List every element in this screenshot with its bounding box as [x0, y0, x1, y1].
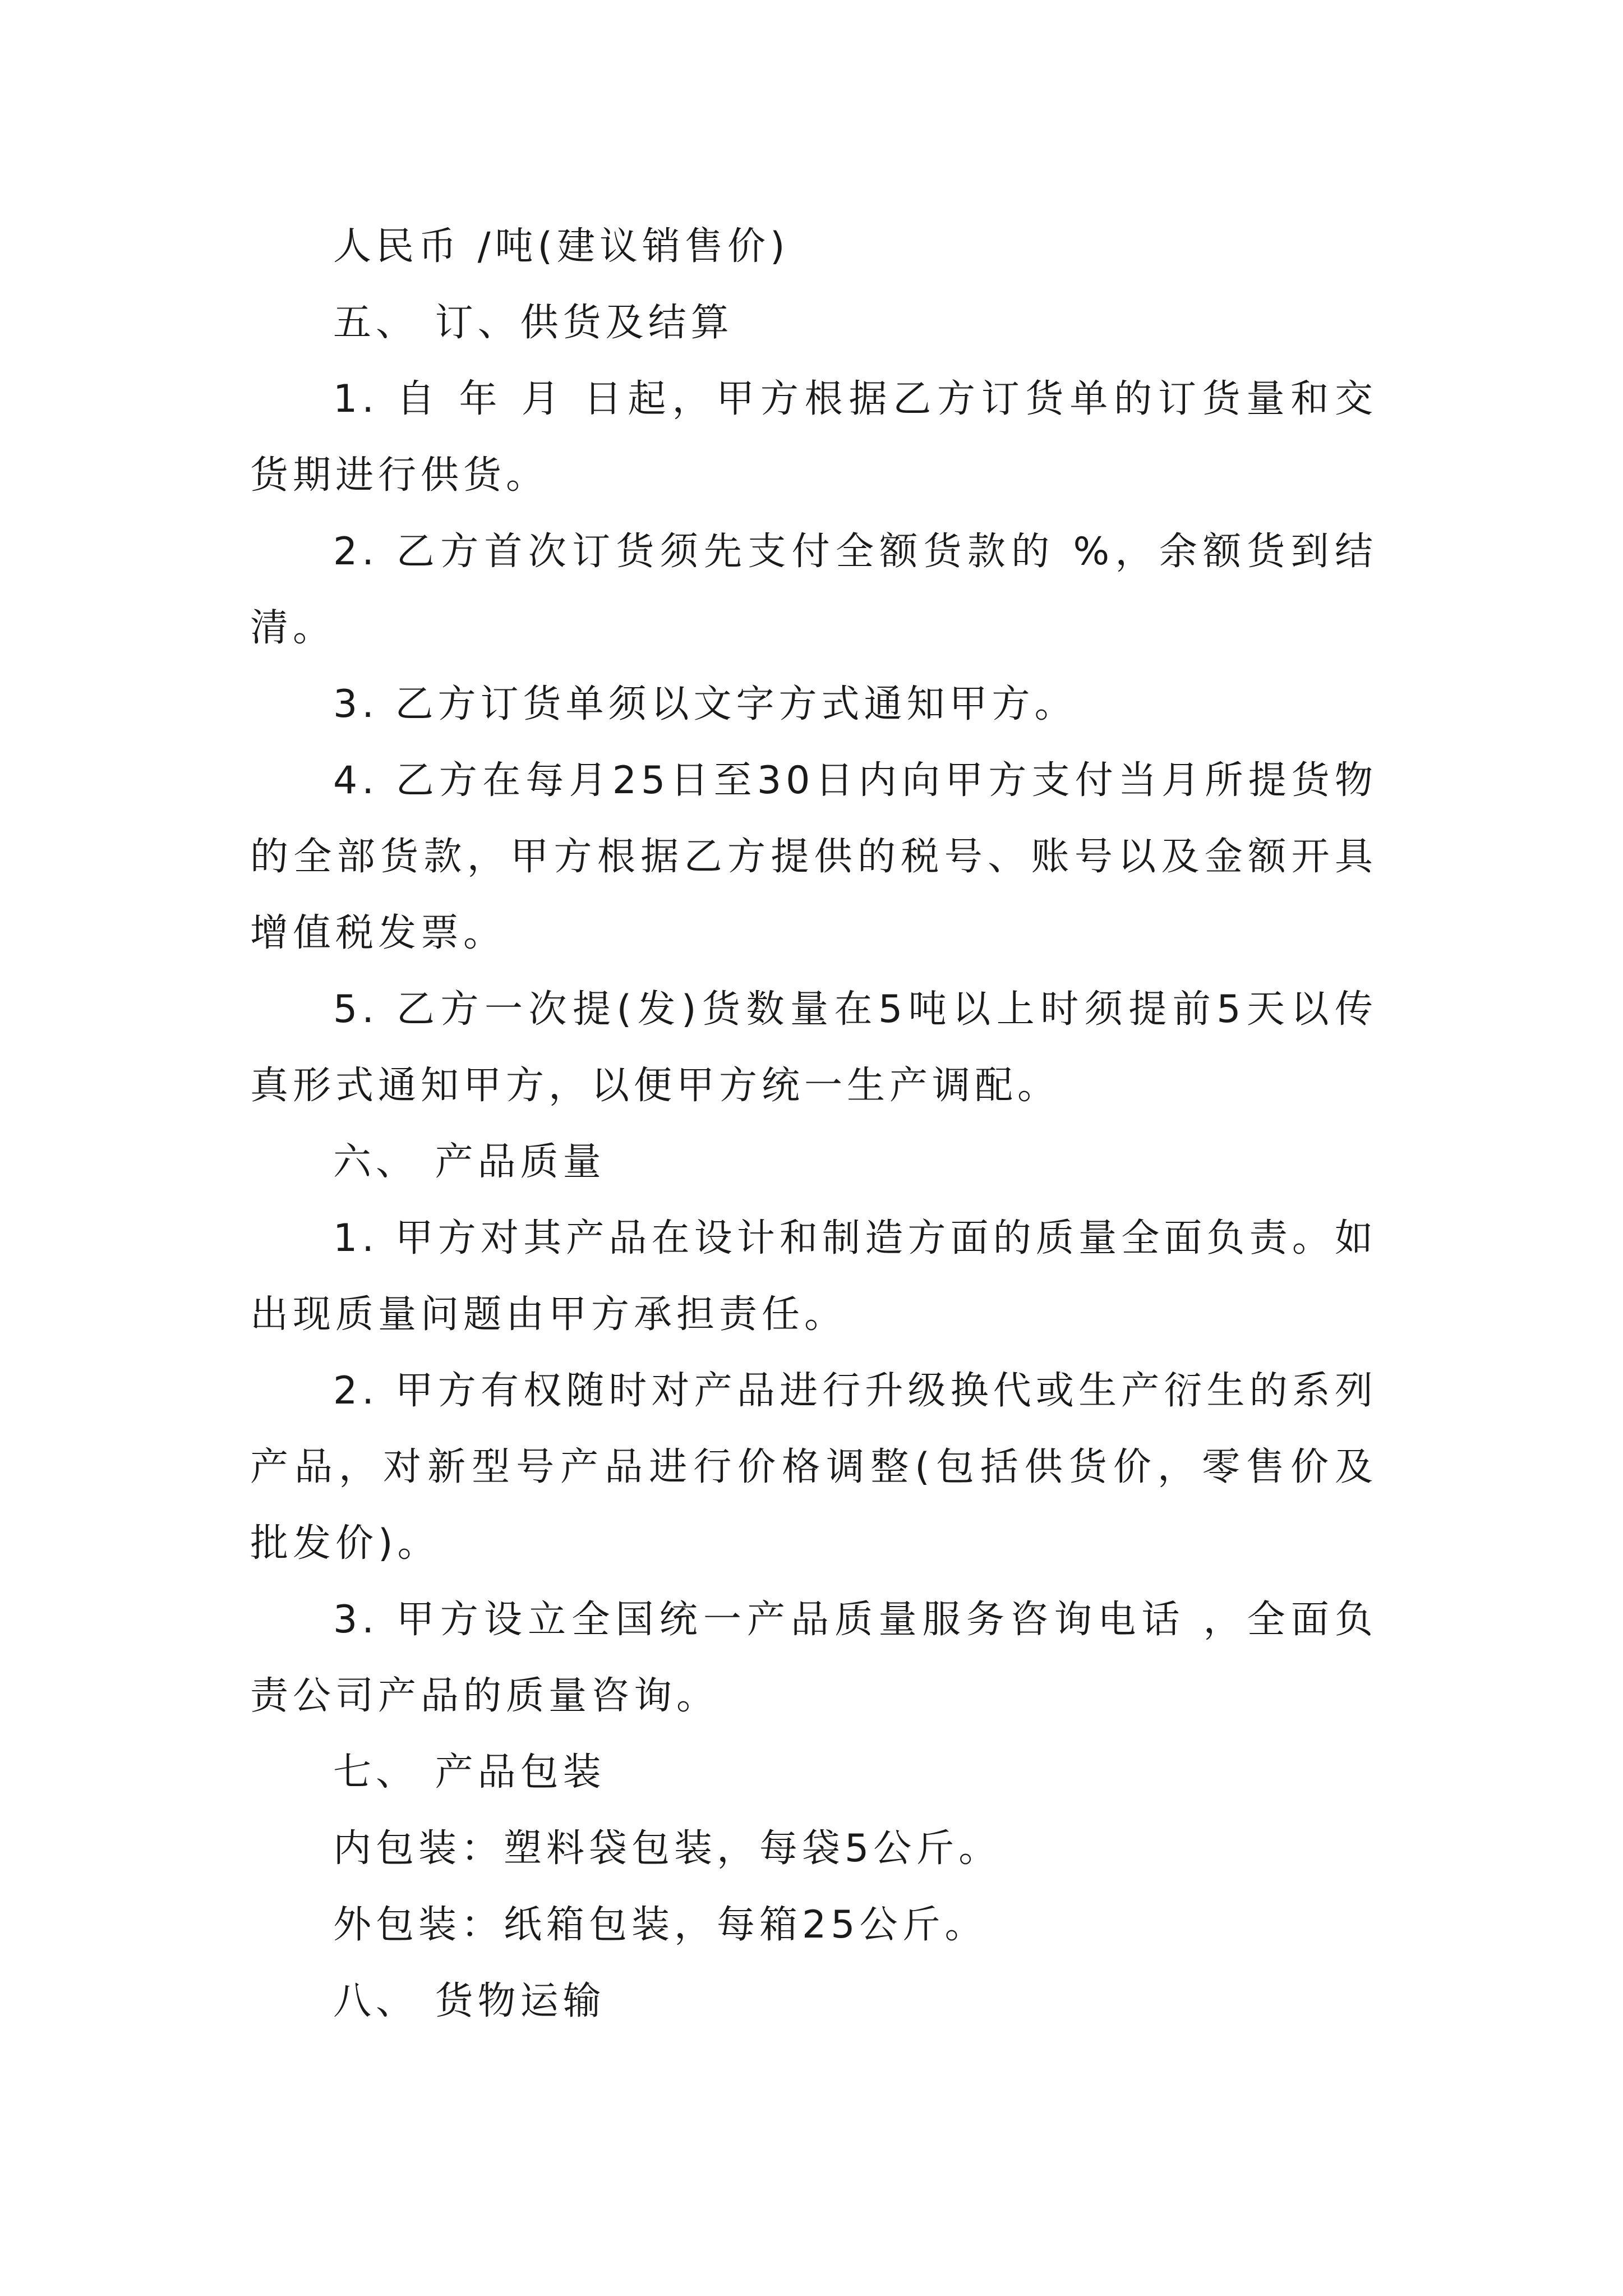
- paragraph-supply-start: 1. 自 年 月 日起，甲方根据乙方订货单的订货量和交货期进行供货。: [250, 377, 1377, 498]
- section-heading-transport: 八、 货物运输: [333, 1979, 606, 2023]
- paragraph-advance-notice: 5. 乙方一次提(发)货数量在5吨以上时须提前5天以传真形式通知甲方，以便甲方统一生产调配。: [250, 987, 1377, 1108]
- document-body: [250, 209, 1377, 2040]
- paragraph-product-upgrade: 2. 甲方有权随时对产品进行升级换代或生产衍生的系列产品，对新型号产品进行价格调整(包括供货价，零售价及批发价)。: [250, 1369, 1377, 1566]
- paragraph-inner-packaging: 内包装：塑料袋包装，每袋5公斤。: [333, 1826, 1002, 1871]
- paragraph-first-payment: 2. 乙方首次订货须先支付全额货款的 %，余额货到结清。: [250, 530, 1377, 650]
- paragraph-quality-hotline: 3. 甲方设立全国统一产品质量服务咨询电话 ，全面负责公司产品的质量咨询。: [250, 1598, 1377, 1718]
- paragraph-outer-packaging: 外包装：纸箱包装，每箱25公斤。: [333, 1903, 988, 1947]
- paragraph-written-order: 3. 乙方订货单须以文字方式通知甲方。: [333, 682, 1077, 726]
- paragraph-quality-responsibility: 1. 甲方对其产品在设计和制造方面的质量全面负责。如出现质量问题由甲方承担责任。: [250, 1216, 1377, 1337]
- section-heading-product-quality: 六、 产品质量: [333, 1140, 606, 1184]
- section-heading-packaging: 七、 产品包装: [333, 1750, 606, 1795]
- section-heading-ordering-settlement: 五、 订、供货及结算: [333, 301, 734, 345]
- paragraph-price-unit: 人民币 /吨(建议销售价): [333, 224, 790, 269]
- paragraph-monthly-payment: 4. 乙方在每月25日至30日内向甲方支付当月所提货物的全部货款，甲方根据乙方提供的税号、账号以及金额开具增值税发票。: [250, 758, 1377, 955]
